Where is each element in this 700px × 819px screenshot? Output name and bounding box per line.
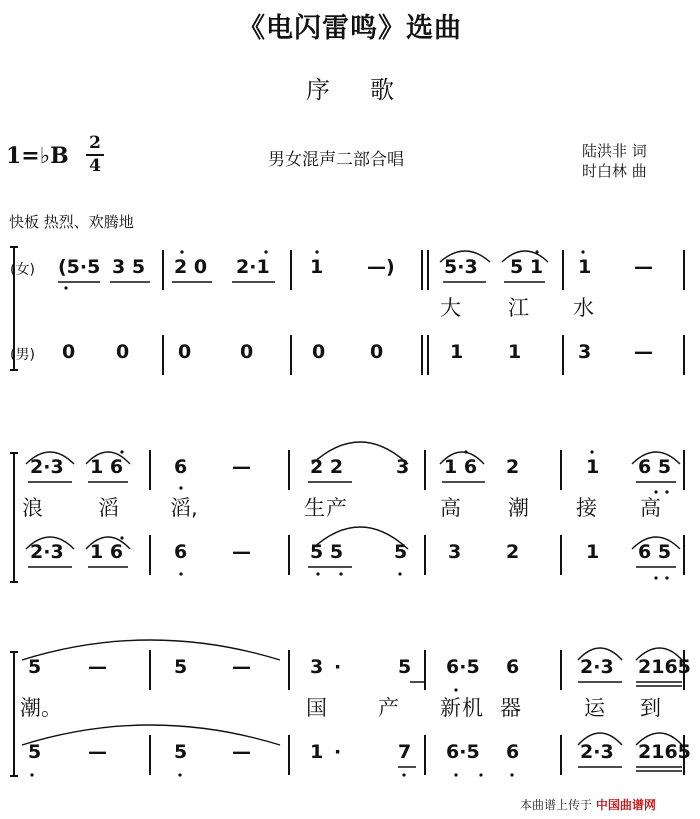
note: 1 6: [444, 456, 478, 478]
key-signature: 1=♭B: [6, 143, 69, 169]
lyric: 新: [440, 696, 461, 720]
note: 0: [178, 341, 192, 363]
note: 3: [448, 541, 462, 563]
note: 1: [586, 541, 600, 563]
lyric: 水: [573, 296, 594, 320]
note: 1: [450, 341, 464, 363]
song-subtitle: 序歌: [306, 76, 434, 104]
note: 6·5: [446, 741, 480, 763]
note: 2 0: [174, 256, 208, 278]
footer-upload-text: 本曲谱上传于: [520, 798, 593, 812]
note: 7: [398, 741, 412, 763]
lyric: 浪: [22, 496, 43, 520]
note: 5 5: [310, 541, 344, 563]
tempo-marking: 快板 热烈、欢腾地: [9, 213, 134, 231]
lyric: 滔,: [170, 496, 198, 520]
note: 1: [578, 256, 592, 278]
note: 1: [586, 456, 600, 478]
lyric: 大: [440, 296, 461, 320]
note: (5·5: [58, 256, 101, 278]
site-logo[interactable]: 中国曲谱网: [595, 798, 656, 812]
system2-bracket: [10, 453, 18, 582]
note: 6: [174, 456, 188, 478]
note: ·: [334, 656, 342, 678]
lyric: 产: [378, 696, 399, 720]
note: 2: [506, 456, 520, 478]
note: 5: [398, 656, 412, 678]
lyric: 产: [326, 496, 347, 520]
note: 3: [310, 656, 324, 678]
lyric: 高: [440, 496, 461, 520]
note: 2: [506, 541, 520, 563]
footer-credit: [520, 796, 656, 813]
lyric: 国: [306, 696, 327, 720]
meter-top: 2: [89, 133, 101, 153]
note: 6: [174, 541, 188, 563]
note: 0: [62, 341, 76, 363]
system3-bracket: [10, 652, 18, 776]
note: —: [634, 256, 653, 278]
note: 2165: [638, 656, 691, 678]
note: 1: [508, 341, 522, 363]
note: ·: [334, 741, 342, 763]
lyric: 运: [584, 696, 605, 720]
page-title: 《电闪雷鸣》选曲: [238, 13, 462, 44]
note: 6: [506, 656, 520, 678]
note: —): [367, 256, 395, 278]
note: 2 2: [310, 456, 344, 478]
note: 6: [506, 741, 520, 763]
male-voice-label: (男): [10, 347, 35, 363]
note: 0: [240, 341, 254, 363]
note: —: [88, 656, 107, 678]
lyric: 潮。: [20, 696, 62, 720]
note: 2·3: [580, 656, 614, 678]
lyric: 生: [304, 496, 325, 520]
note: 2·3: [30, 541, 64, 563]
lyric: 滔: [98, 496, 119, 520]
lyric: 江: [508, 296, 529, 320]
voicing-label: 男女混声二部合唱: [268, 150, 404, 170]
note: 0: [370, 341, 384, 363]
lyric: 到: [640, 696, 661, 720]
note: 3: [396, 456, 410, 478]
note: 2·1: [236, 256, 270, 278]
note: 0: [312, 341, 326, 363]
note: 1: [310, 256, 324, 278]
note: 6 5: [638, 541, 672, 563]
lyric: 机: [462, 696, 483, 720]
note: 5: [28, 656, 42, 678]
note: 6·5: [446, 656, 480, 678]
note: 1: [310, 741, 324, 763]
note: 5·3: [444, 256, 478, 278]
note: —: [232, 456, 251, 478]
note: 2·3: [30, 456, 64, 478]
lyric: 器: [500, 696, 521, 720]
note: —: [634, 341, 653, 363]
note: —: [232, 741, 251, 763]
note: 5: [28, 741, 42, 763]
lyric: 接: [576, 496, 597, 520]
meter-bottom: 4: [89, 156, 101, 176]
note: 2·3: [580, 741, 614, 763]
note: 3: [578, 341, 592, 363]
note: —: [88, 741, 107, 763]
note: 6 5: [638, 456, 672, 478]
note: 1 6: [90, 541, 124, 563]
note: —: [232, 541, 251, 563]
note: 3 5: [112, 256, 146, 278]
note: 5: [174, 656, 188, 678]
note: 5: [174, 741, 188, 763]
note: 5 1: [510, 256, 544, 278]
note: 2165: [638, 741, 691, 763]
note: 5: [394, 541, 408, 563]
note: —: [232, 656, 251, 678]
lyric: 潮: [508, 496, 529, 520]
lyricist-credit: 陆洪非 词: [582, 142, 647, 160]
female-voice-label: (女): [10, 262, 35, 278]
note: 0: [116, 341, 130, 363]
composer-credit: 时白林 曲: [582, 162, 647, 180]
note: 1 6: [90, 456, 124, 478]
lyric: 高: [640, 496, 661, 520]
